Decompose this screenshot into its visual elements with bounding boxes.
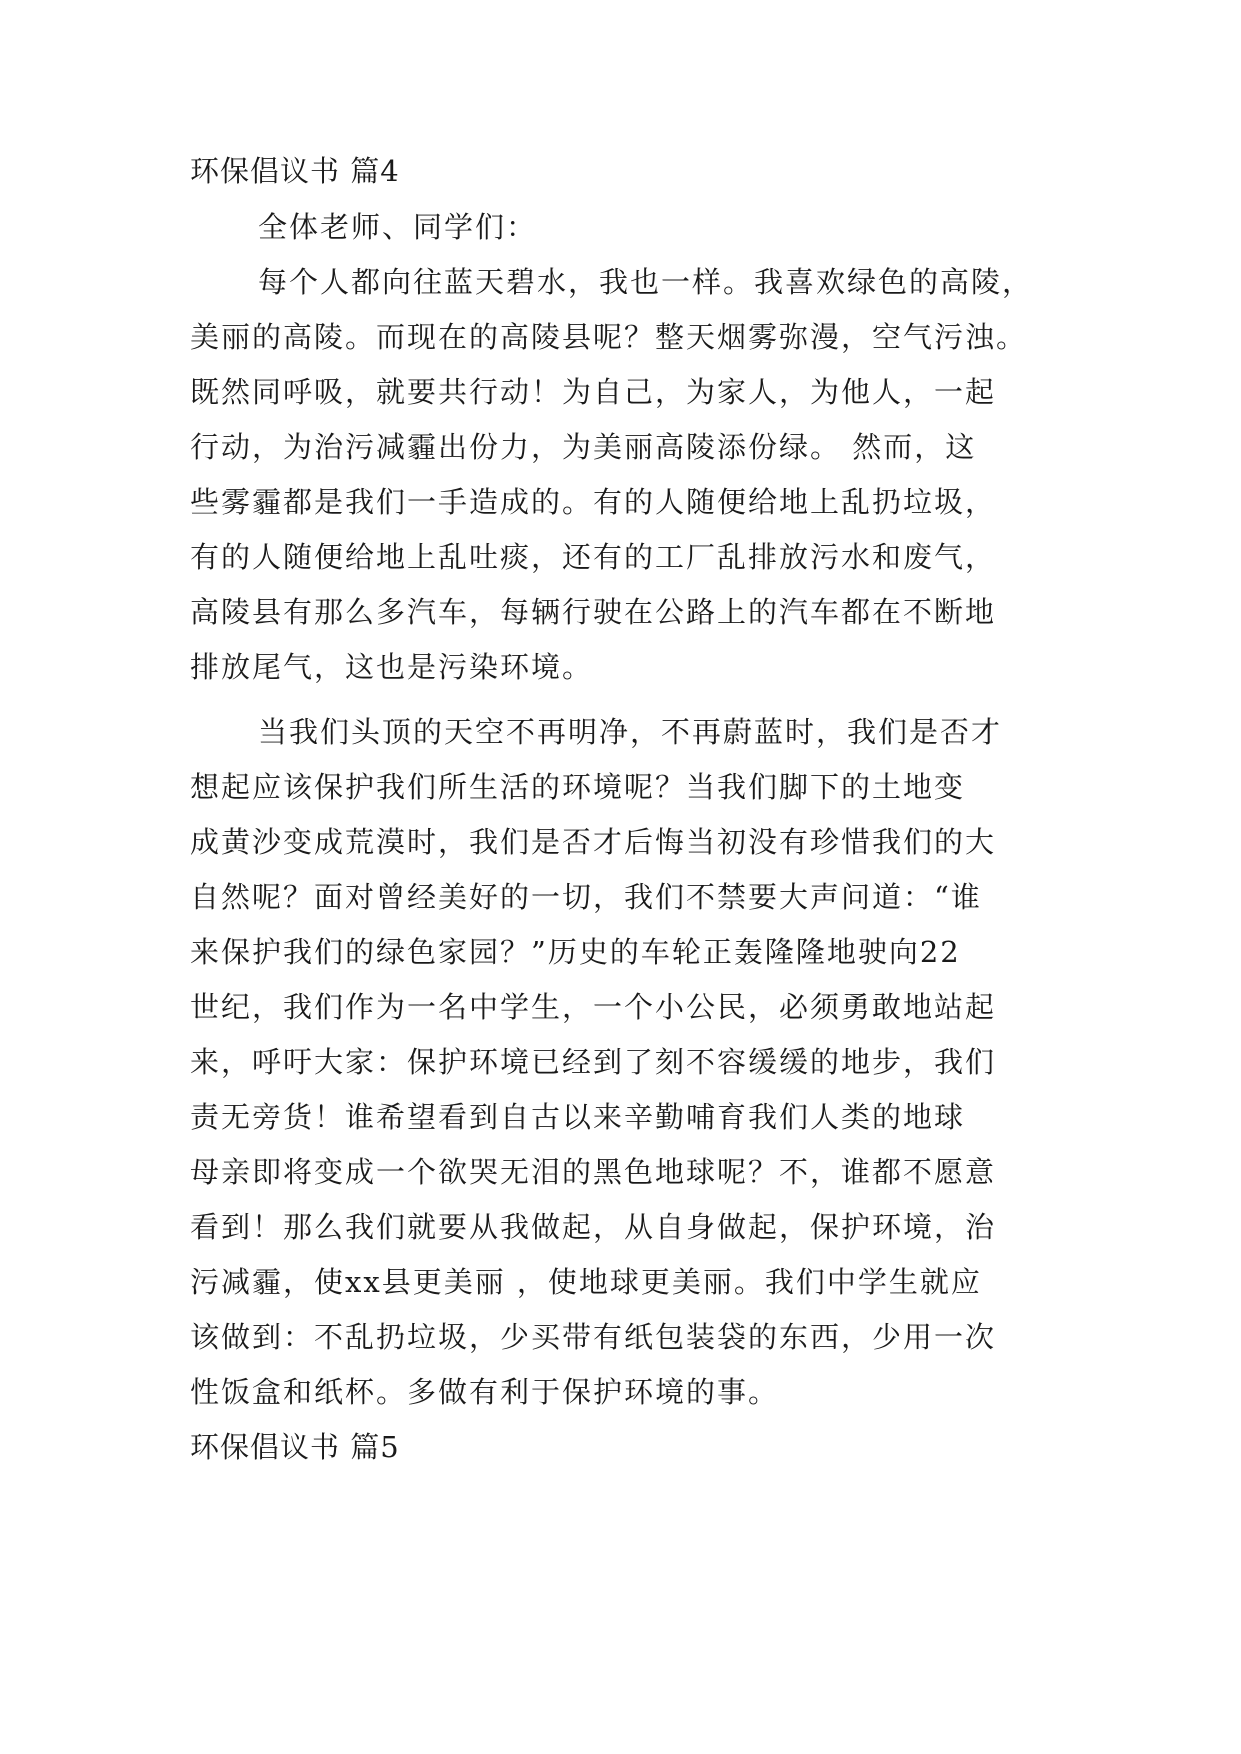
paragraph-line: 来保护我们的绿色家园？”历史的车轮正轰隆隆地驶向22 [190, 935, 961, 969]
paragraph-line: 母亲即将变成一个欲哭无泪的黑色地球呢？不，谁都不愿意 [190, 1155, 997, 1189]
paragraph-line: 些雾霾都是我们一手造成的。有的人随便给地上乱扔垃圾， [190, 485, 997, 519]
paragraph-line: 成黄沙变成荒漠时，我们是否才后悔当初没有珍惜我们的大 [190, 825, 997, 859]
paragraph-line: 美丽的高陵。而现在的高陵县呢？整天烟雾弥漫，空气污浊。 [190, 320, 1028, 354]
paragraph-line: 看到！那么我们就要从我做起，从自身做起，保护环境，治 [190, 1210, 997, 1244]
paragraph-line: 高陵县有那么多汽车，每辆行驶在公路上的汽车都在不断地 [190, 595, 997, 629]
paragraph-line: 每个人都向往蓝天碧水，我也一样。我喜欢绿色的高陵， [258, 265, 1034, 299]
paragraph-line: 既然同呼吸，就要共行动！为自己，为家人，为他人，一起 [190, 375, 997, 409]
paragraph-line: 自然呢？面对曾经美好的一切，我们不禁要大声问道：“谁 [190, 880, 982, 914]
paragraph-line: 排放尾气，这也是污染环境。 [190, 650, 594, 684]
paragraph-line: 想起应该保护我们所生活的环境呢？当我们脚下的土地变 [190, 770, 966, 804]
section-heading-4: 环保倡议书 篇4 [190, 154, 400, 188]
paragraph-line: 当我们头顶的天空不再明净，不再蔚蓝时，我们是否才 [258, 715, 1003, 749]
paragraph-line: 性饭盒和纸杯。多做有利于保护环境的事。 [190, 1375, 780, 1409]
paragraph-line: 责无旁货！谁希望看到自古以来辛勤哺育我们人类的地球 [190, 1100, 966, 1134]
paragraph-line: 行动，为治污减霾出份力，为美丽高陵添份绿。 然而，这 [190, 430, 977, 464]
paragraph-line: 污减霾，使xx县更美丽 ，使地球更美丽。我们中学生就应 [190, 1265, 982, 1299]
paragraph-line: 来，呼吁大家：保护环境已经到了刻不容缓缓的地步，我们 [190, 1045, 997, 1079]
paragraph-line: 该做到：不乱扔垃圾，少买带有纸包装袋的东西，少用一次 [190, 1320, 997, 1354]
paragraph-line: 有的人随便给地上乱吐痰，还有的工厂乱排放污水和废气， [190, 540, 997, 574]
paragraph-line: 世纪，我们作为一名中学生，一个小公民，必须勇敢地站起 [190, 990, 997, 1024]
section-heading-5: 环保倡议书 篇5 [190, 1430, 400, 1464]
salutation: 全体老师、同学们： [258, 210, 538, 244]
